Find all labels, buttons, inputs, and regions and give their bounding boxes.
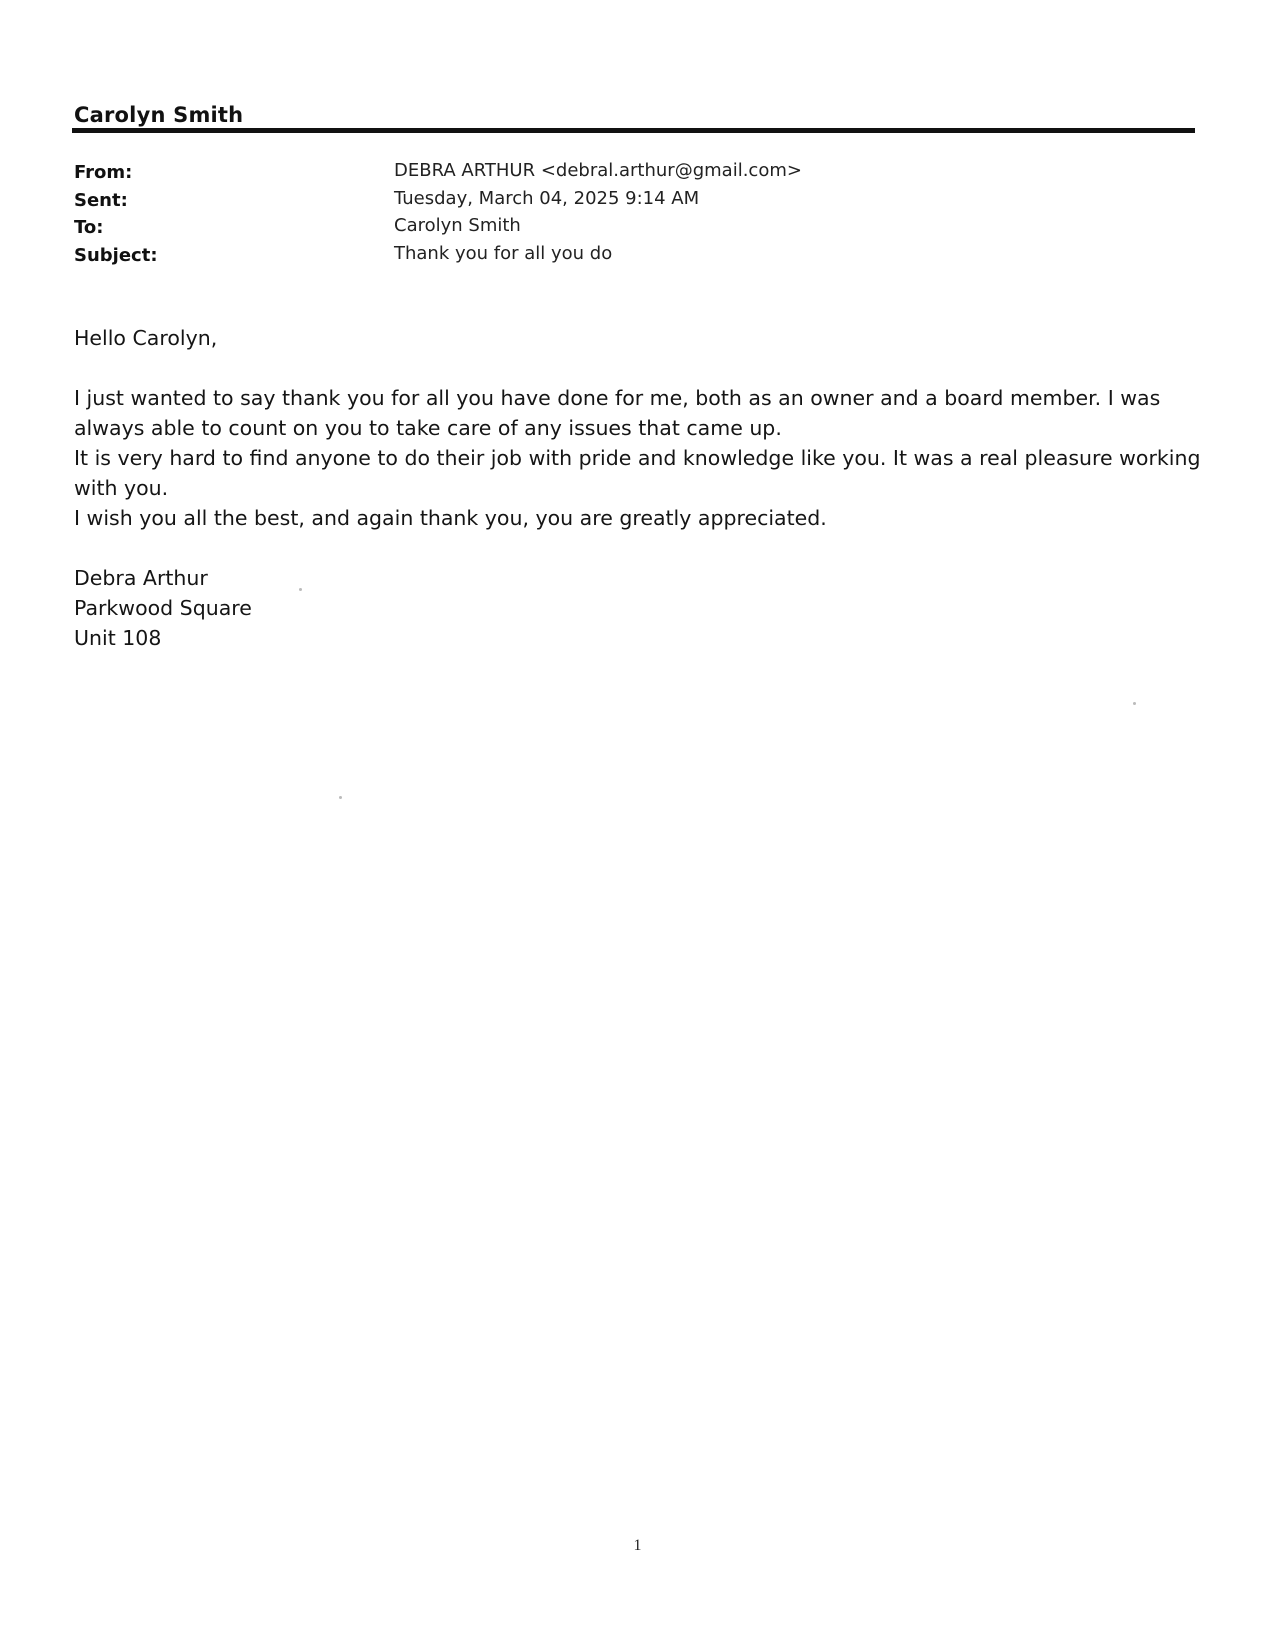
scan-speck [1133,702,1136,705]
subject-value: Thank you for all you do [394,242,613,264]
from-value: DEBRA ARTHUR <debral.arthur@gmail.com> [394,160,802,181]
to-value: Carolyn Smith [394,215,521,236]
sent-value: Tuesday, March 04, 2025 9:14 AM [394,187,700,209]
subject-label: Subject: [74,244,158,266]
to-row [74,217,1174,245]
signature-name: Debra Arthur [74,566,208,590]
signature-community: Parkwood Square [74,596,252,620]
email-greeting: Hello Carolyn, [74,326,218,350]
page-number: 1 [633,1537,642,1554]
email-body [74,323,1204,653]
scan-speck [339,796,342,799]
email-paragraph-2: It is very hard to find anyone to do their job with pride and knowledge like you. It was a real pleasure working with you. [74,446,1201,500]
from-row [74,162,1174,190]
subject-row [74,242,1174,273]
to-label: To: [74,217,104,238]
email-paragraph-3: I wish you all the best, and again thank you, you are greatly appreciated. [74,506,827,530]
scan-speck [299,588,302,591]
sent-label: Sent: [74,189,128,211]
signature-unit: Unit 108 [74,626,162,650]
email-header-block [74,162,1174,272]
header-divider-rule [72,128,1195,133]
mailbox-owner-name: Carolyn Smith [74,103,244,127]
email-paragraph-1: I just wanted to say thank you for all you have done for me, both as an owner and a board member. I was always able to count on you to take care of any issues that came up. [74,386,1161,440]
sent-row [74,187,1174,218]
email-signature [74,563,1204,653]
from-label: From: [74,162,133,183]
